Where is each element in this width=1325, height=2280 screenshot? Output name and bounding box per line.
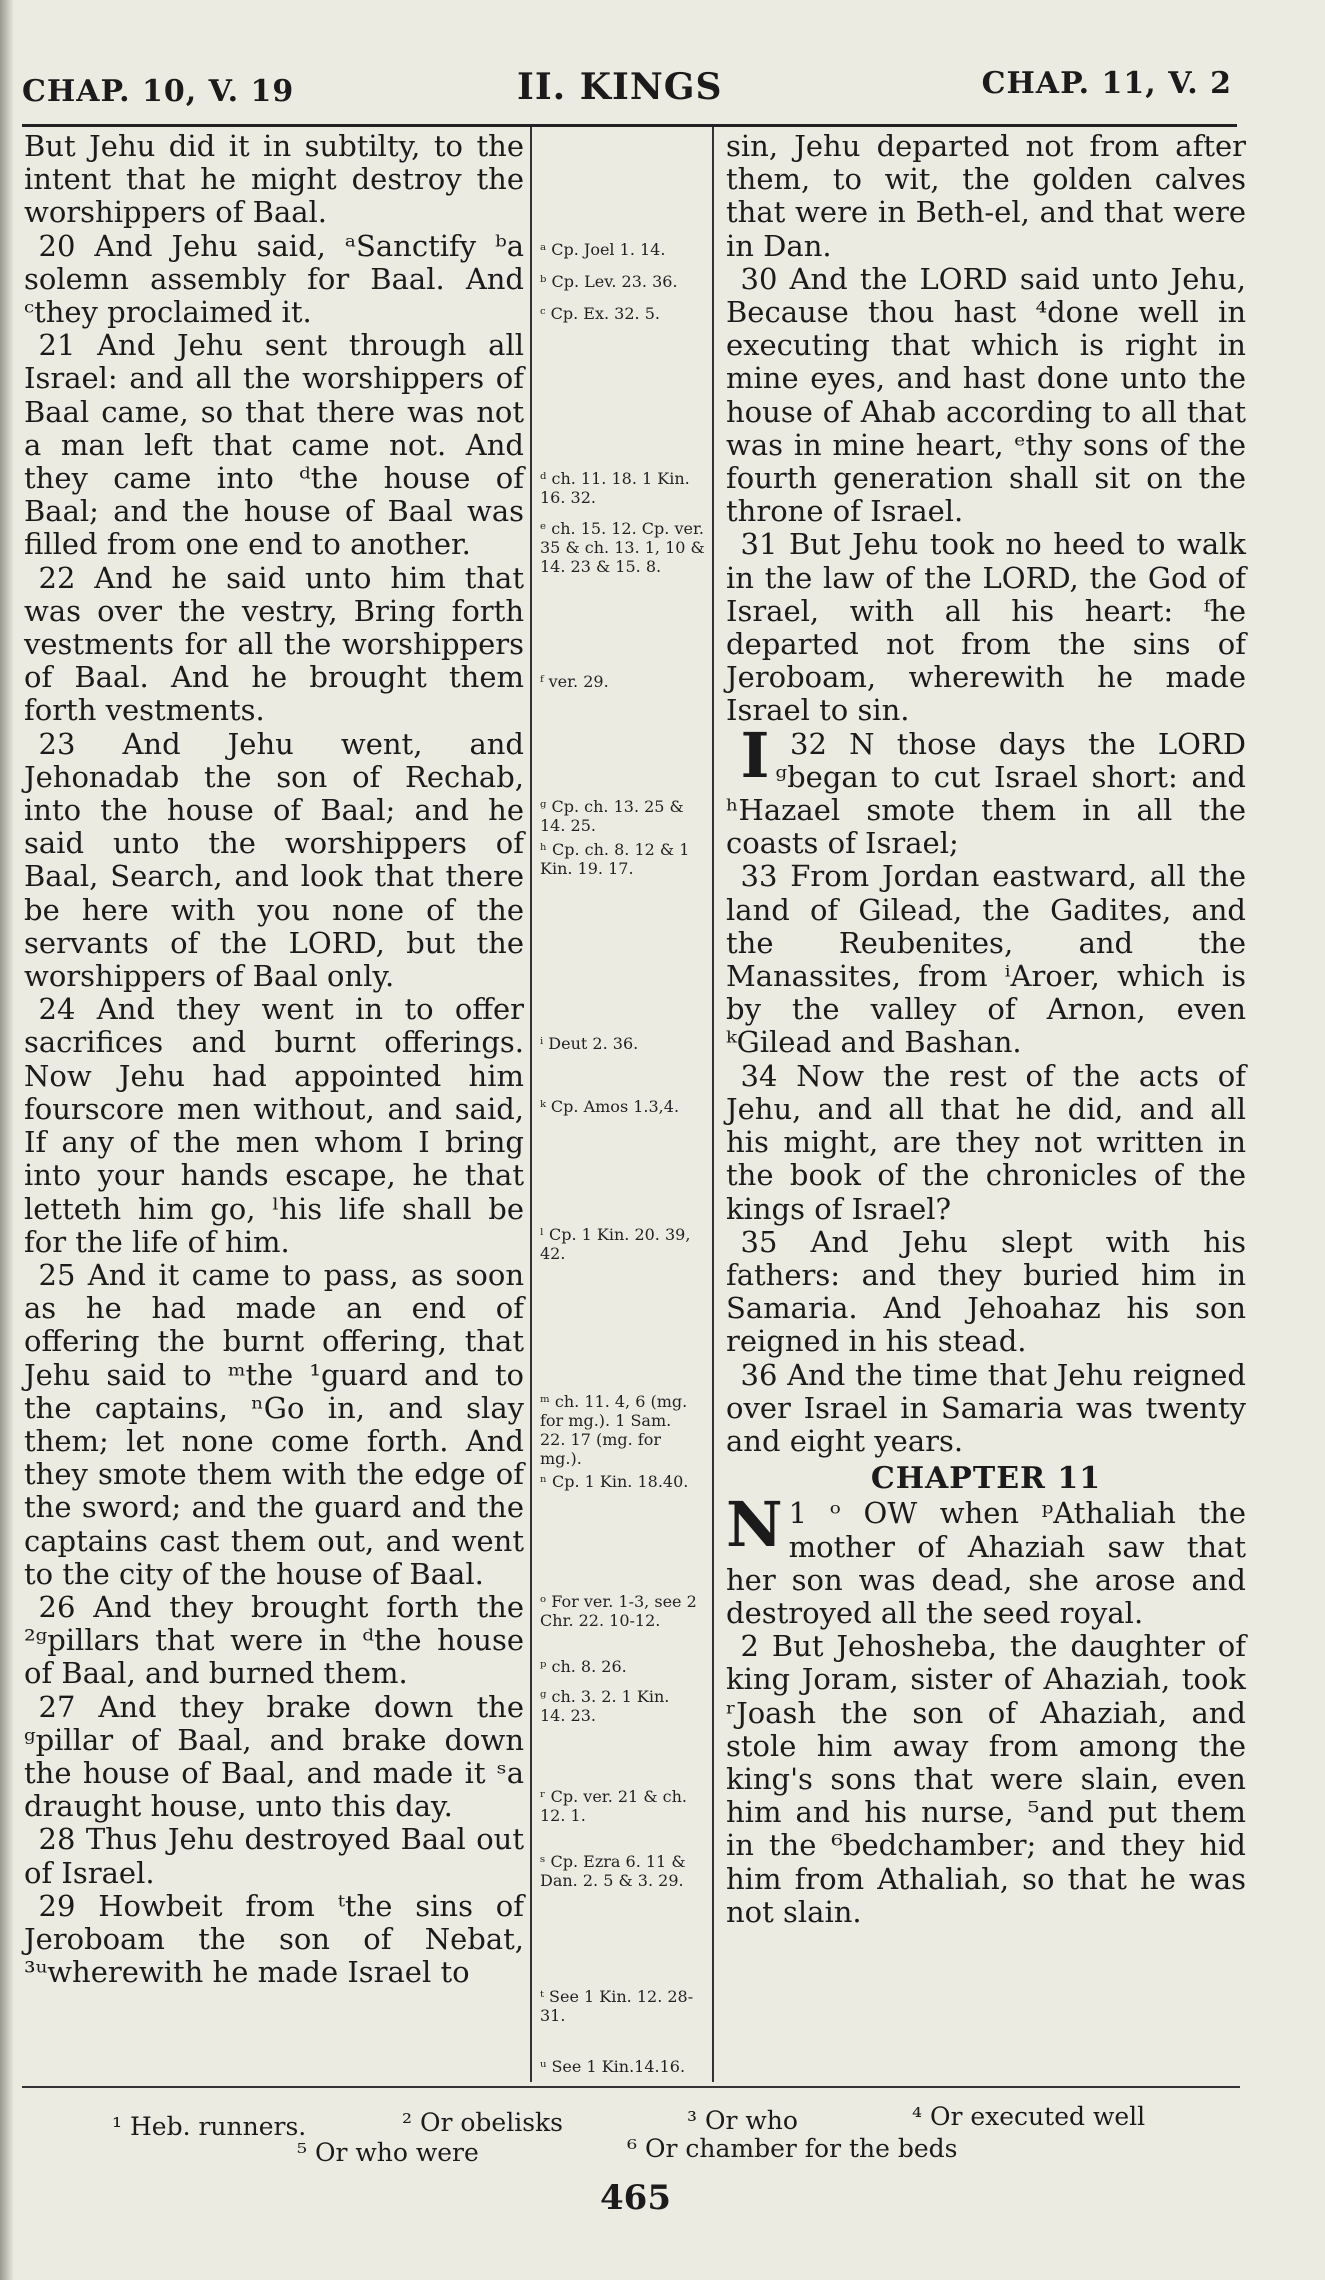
- right-text-column: [726, 130, 1246, 1929]
- cross-reference: ˢ Cp. Ezra 6. 11 & Dan. 2. 5 & 3. 29.: [540, 1852, 686, 1890]
- verse-text: 28 Thus Jehu destroyed Baal out of Israel.: [24, 1822, 524, 1890]
- verse-text: 30 And the LORD said unto Jehu, Because thou hast ⁴done well in executing that which is right in mine eyes, and hast done unto the house of Ahab according to all that was in mine heart, ᵉthy sons of the fourth generation shall sit on the throne of Israel.: [726, 261, 1246, 529]
- footnote: ⁶ Or chamber for the beds: [627, 2134, 958, 2163]
- verse-text: 23 And Jehu went, and Jehonadab the son of Rechab, into the house of Baal; and he said unto the worshippers of Baal, Search, and look that there be here with you none of the servants of the LORD, but the worshippers of Baal only.: [24, 726, 524, 994]
- cross-reference: ʰ Cp. ch. 8. 12 & 1 Kin. 19. 17.: [540, 840, 690, 878]
- footnote: ² Or obelisks: [402, 2108, 564, 2137]
- cross-reference: ᵃ Cp. Joel 1. 14.: [540, 240, 666, 259]
- verse-text: 20 And Jehu said, ᵃSanctify ᵇa solemn assembly for Baal. And ᶜthey proclaimed it.: [24, 228, 524, 330]
- verse-text: 33 From Jordan eastward, all the land of Gilead, the Gadites, and the Reubenites, and the Manassites, from ⁱAroer, which is by the valley of Arnon, even ᵏGilead and Bashan.: [726, 859, 1246, 1060]
- footnote: ³ Or who: [687, 2106, 798, 2135]
- verse-number: 1 ᵒ: [788, 1496, 841, 1531]
- verse-text: 36 And the time that Jehu reigned over Israel in Samaria was twenty and eight years.: [726, 1357, 1246, 1458]
- cross-reference: ᵉ ch. 15. 12. Cp. ver. 35 & ch. 13. 1, 10 & 14. 23 & 15. 8.: [540, 519, 705, 576]
- header-right: CHAP. 11, V. 2: [981, 66, 1232, 101]
- cross-reference: ⁿ Cp. 1 Kin. 18.40.: [540, 1472, 689, 1491]
- verse-text: But Jehu did it in subtilty, to the intent that he might destroy the worshippers of Baal.: [24, 129, 524, 230]
- cross-reference: ᵈ ch. 11. 18. 1 Kin. 16. 32.: [540, 469, 690, 507]
- cross-reference: ˡ Cp. 1 Kin. 20. 39, 42.: [540, 1225, 691, 1263]
- cross-reference: ʳ Cp. ver. 21 & ch. 12. 1.: [540, 1787, 687, 1825]
- cross-reference: ᵍ ch. 3. 2. 1 Kin. 14. 23.: [540, 1687, 670, 1725]
- verse-text: 27 And they brake down the ᵍpillar of Baal, and brake down the house of Baal, and made it ˢa draught house, unto this day.: [24, 1689, 524, 1824]
- cross-reference: ᶠ ver. 29.: [540, 672, 609, 691]
- header-left: CHAP. 10, V. 19: [22, 74, 295, 109]
- verse-text: 29 Howbeit from ᵗthe sins of Jeroboam the son of Nebat, ³ᵘwherewith he made Israel to: [24, 1888, 524, 1990]
- cross-reference-column: [530, 127, 714, 2082]
- cross-reference: ᵇ Cp. Lev. 23. 36.: [540, 272, 678, 291]
- verse-11-1: [726, 1488, 1246, 1630]
- cross-reference: ᵏ Cp. Amos 1.3,4.: [540, 1097, 680, 1116]
- footnote: ⁵ Or who were: [297, 2138, 479, 2167]
- footnote-rule: [22, 2086, 1240, 2088]
- cross-reference: ⁱ Deut 2. 36.: [540, 1034, 639, 1053]
- cross-reference: ᵖ ch. 8. 26.: [540, 1657, 627, 1676]
- verse-32: [726, 718, 1246, 861]
- page-number: 465: [600, 2178, 671, 2218]
- verse-text: N those days the LORD ᵍbegan to cut Israel short: and ʰHazael smote them in all the coasts of Israel;: [726, 726, 1246, 861]
- verse-number: 32: [790, 726, 827, 761]
- verse-text: sin, Jehu departed not from after them, to wit, the golden calves that were in Beth-el, and that were in Dan.: [726, 129, 1246, 263]
- footnote: ¹ Heb. runners.: [112, 2112, 307, 2141]
- chapter-heading: CHAPTER 11: [870, 1461, 1102, 1497]
- cross-reference: ᵗ See 1 Kin. 12. 28-31.: [540, 1987, 694, 2025]
- verse-text: 34 Now the rest of the acts of Jehu, and all that he did, and all his might, are they not written in the book of the chronicles of the kings of Israel?: [726, 1058, 1246, 1226]
- running-header: [22, 60, 1232, 120]
- verse-text: 21 And Jehu sent through all Israel: and all the worshippers of Baal came, so that there was not a man left that came not. And they came into ᵈthe house of Baal; and the house of Baal was filled from one end to another.: [24, 328, 524, 562]
- verse-text: 35 And Jehu slept with his fathers: and they buried him in Samaria. And Jehoahaz his son reigned in his stead.: [726, 1224, 1246, 1359]
- cross-reference: ᵐ ch. 11. 4, 6 (mg. for mg.). 1 Sam. 22. 17 (mg. for mg.).: [540, 1392, 688, 1468]
- footnote: ⁴ Or executed well: [912, 2102, 1146, 2131]
- cross-reference: ᵍ Cp. ch. 13. 25 & 14. 25.: [540, 797, 684, 835]
- cross-reference: ᶜ Cp. Ex. 32. 5.: [540, 304, 660, 323]
- verse-text: 2 But Jehosheba, the daughter of king Joram, sister of Ahaziah, took ʳJoash the son of Ahaziah, and stole him away from among the king's sons that were slain, even him and his nurse, ⁵and put them in the ⁶bedchamber; and they hid him from Athaliah, so that he was not slain.: [726, 1629, 1246, 1929]
- verse-text: OW when ᵖAthaliah the mother of Ahaziah saw that her son was dead, she arose and destroyed all the seed royal.: [726, 1496, 1246, 1630]
- verse-text: 26 And they brought forth the ²ᵍpillars that were in ᵈthe house of Baal, and burned them.: [24, 1589, 524, 1691]
- left-text-column: [24, 130, 524, 1989]
- drop-cap: I: [740, 718, 770, 792]
- header-book-title: II. KINGS: [517, 66, 723, 108]
- cross-reference: ᵘ See 1 Kin.14.16.: [540, 2057, 686, 2076]
- verse-text: 22 And he said unto him that was over the vestry, Bring forth vestments for all the worshippers of Baal. And he brought them forth vestments.: [24, 560, 524, 728]
- cross-reference: ᵒ For ver. 1-3, see 2 Chr. 22. 10-12.: [540, 1592, 697, 1630]
- verse-text: 31 But Jehu took no heed to walk in the law of the LORD, the God of Israel, with all his heart: ᶠhe departed not from the sins of Jeroboam, wherewith he made Israel to sin.: [726, 527, 1246, 728]
- page-edge-shadow: [0, 0, 14, 2280]
- verse-text: 24 And they went in to offer sacrifices and burnt offerings. Now Jehu had appointed him fourscore men without, and said, If any of the men whom I bring into your hands escape, he that letteth him go, ˡhis life shall be for the life of him.: [24, 992, 524, 1259]
- verse-text: 25 And it came to pass, as soon as he had made an end of offering the burnt offering, that Jehu said to ᵐthe ¹guard and to the captains, ⁿGo in, and slay them; let none come forth. And they smote them with the edge of the sword; and the guard and the captains cast them out, and went to the city of the house of Baal.: [24, 1257, 524, 1591]
- drop-cap: N: [726, 1488, 783, 1562]
